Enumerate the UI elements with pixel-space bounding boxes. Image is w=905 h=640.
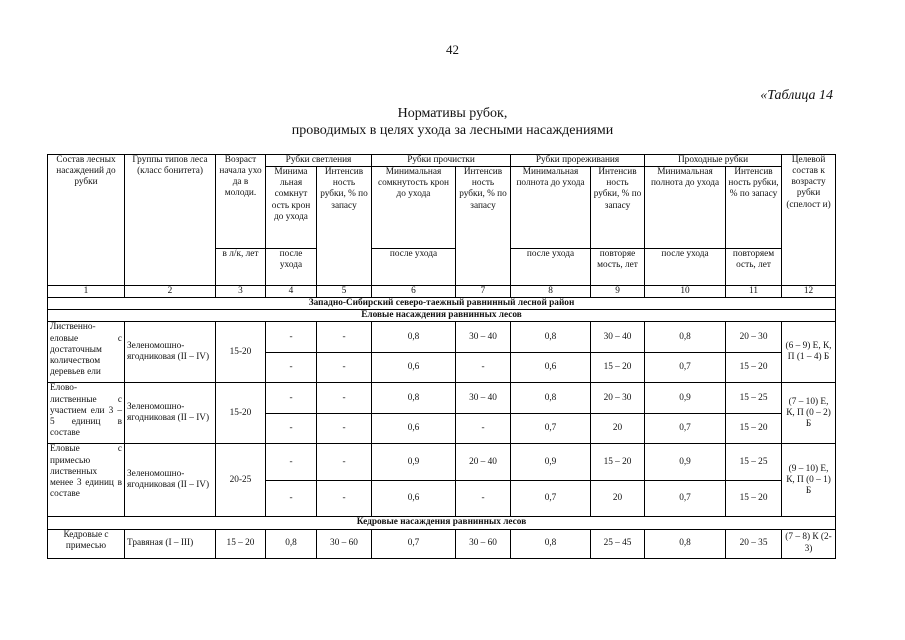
value-cell: 0,8: [511, 322, 591, 353]
forest-type-cell: Травяная (I – III): [125, 529, 216, 558]
header-group-cleaning: Рубки прочистки: [372, 155, 511, 167]
page-number: 42: [446, 42, 459, 57]
section-heading-cedar: Кедровые насаждения равнинных лесов: [48, 517, 836, 529]
header-col10: Минимальная полнота до ухода: [645, 167, 726, 249]
target-cell: (6 – 9) Е, К, П (1 – 4) Б: [782, 322, 836, 383]
value-cell: -: [266, 322, 317, 353]
forest-type-cell: Зеленомошно-ягодниковая (II – IV): [125, 383, 216, 444]
header-target: Целевой состав к возрасту рубки (спелост и): [782, 155, 836, 286]
header-col7: Интенсив ность рубки, % по запасу: [456, 167, 511, 286]
value-cell: 20: [591, 480, 645, 517]
col-number: 11: [726, 286, 782, 298]
value-cell: -: [317, 352, 372, 383]
title-line-1: Нормативы рубок,: [397, 106, 508, 121]
value-cell: 15 – 20: [591, 352, 645, 383]
header-col11-sub: повторяем ость, лет: [726, 249, 782, 286]
col-number: 8: [511, 286, 591, 298]
age-cell: 15 – 20: [216, 529, 266, 558]
header-col5: Интенсив ность рубки, % по запасу: [317, 167, 372, 286]
value-cell: -: [266, 383, 317, 414]
target-cell: (7 – 8) К (2-3): [782, 529, 836, 558]
value-cell: 15 – 20: [726, 480, 782, 517]
col-number: 7: [456, 286, 511, 298]
value-cell: 30 – 60: [317, 529, 372, 558]
region-heading: Западно-Сибирский северо-таежный равнинный лесной район: [48, 298, 836, 310]
norms-table: [47, 154, 836, 559]
value-cell: -: [266, 413, 317, 444]
header-col4: Минима льная сомкнут ость крон до ухода: [266, 167, 317, 249]
age-cell: 20-25: [216, 444, 266, 517]
header-group-clearing: Рубки светления: [266, 155, 372, 167]
value-cell: -: [456, 352, 511, 383]
value-cell: 0,7: [511, 480, 591, 517]
table-row: [48, 322, 836, 353]
value-cell: 0,7: [372, 529, 456, 558]
value-cell: 0,7: [645, 480, 726, 517]
value-cell: 0,8: [511, 383, 591, 414]
value-cell: 30 – 60: [456, 529, 511, 558]
column-number-row: [48, 286, 836, 298]
value-cell: -: [317, 322, 372, 353]
value-cell: -: [456, 480, 511, 517]
value-cell: -: [456, 413, 511, 444]
value-cell: 0,6: [372, 480, 456, 517]
header-col9-sub: повторяе мость, лет: [591, 249, 645, 286]
value-cell: 25 – 45: [591, 529, 645, 558]
col-number: 2: [125, 286, 216, 298]
forest-type-cell: Зеленомошно-ягодниковая (II – IV): [125, 444, 216, 517]
value-cell: 0,7: [511, 413, 591, 444]
col-number: 5: [317, 286, 372, 298]
value-cell: 0,8: [511, 529, 591, 558]
forest-type-cell: Зеленомошно-ягодниковая (II – IV): [125, 322, 216, 383]
composition-cell: Еловые с примесью лиственных менее 3 единиц в составе: [48, 444, 125, 517]
header-col8-sub: после ухода: [511, 249, 591, 286]
value-cell: 0,7: [645, 413, 726, 444]
value-cell: -: [317, 413, 372, 444]
table-row: [48, 444, 836, 481]
value-cell: 15 – 25: [726, 383, 782, 414]
value-cell: 0,6: [372, 352, 456, 383]
table-label: «Таблица 14: [760, 88, 833, 103]
col-number: 10: [645, 286, 726, 298]
age-cell: 15-20: [216, 383, 266, 444]
value-cell: 15 – 25: [726, 444, 782, 481]
col-number: 4: [266, 286, 317, 298]
col-number: 1: [48, 286, 125, 298]
header-col8: Минимальная полнота до ухода: [511, 167, 591, 249]
col-number: 12: [782, 286, 836, 298]
value-cell: -: [317, 444, 372, 481]
header-col4-sub: после ухода: [266, 249, 317, 286]
header-forest-type: Группы типов леса (класс бонитета): [125, 155, 216, 286]
target-cell: (9 – 10) Е, К, П (0 – 1) Б: [782, 444, 836, 517]
composition-cell: Кедровые с примесью: [48, 529, 125, 558]
value-cell: 0,8: [372, 322, 456, 353]
value-cell: 20 – 30: [591, 383, 645, 414]
header-col3-sub: в л/к, лет: [216, 249, 266, 286]
value-cell: 15 – 20: [726, 352, 782, 383]
value-cell: 0,9: [645, 444, 726, 481]
value-cell: 15 – 20: [726, 413, 782, 444]
value-cell: 20: [591, 413, 645, 444]
value-cell: 15 – 20: [591, 444, 645, 481]
table-row: [48, 529, 836, 558]
age-cell: 15-20: [216, 322, 266, 383]
value-cell: 0,6: [511, 352, 591, 383]
value-cell: 0,8: [372, 383, 456, 414]
value-cell: -: [266, 444, 317, 481]
value-cell: 20 – 35: [726, 529, 782, 558]
header-row-1: [48, 155, 836, 167]
header-group-passing: Проходные рубки: [645, 155, 782, 167]
header-col9: Интенсив ность рубки, % по запасу: [591, 167, 645, 249]
composition-cell: Лиственно-еловые с достаточным количеством деревьев ели: [48, 322, 125, 383]
value-cell: 0,7: [645, 352, 726, 383]
value-cell: 30 – 40: [591, 322, 645, 353]
composition-cell: Елово-лиственные с участием ели 3 – 5 единиц в составе: [48, 383, 125, 444]
value-cell: 20 – 30: [726, 322, 782, 353]
section-heading-spruce: Еловые насаждения равнинных лесов: [48, 310, 836, 322]
title-line-2: проводимых в целях ухода за лесными насаждениями: [291, 123, 614, 138]
value-cell: 30 – 40: [456, 383, 511, 414]
value-cell: 0,8: [645, 529, 726, 558]
value-cell: -: [317, 480, 372, 517]
value-cell: -: [266, 352, 317, 383]
col-number: 6: [372, 286, 456, 298]
header-composition: Состав лесных насаждений до рубки: [48, 155, 125, 286]
value-cell: 30 – 40: [456, 322, 511, 353]
header-col11: Интенсив ность рубки, % по запасу: [726, 167, 782, 249]
value-cell: 0,9: [372, 444, 456, 481]
target-cell: (7 – 10) Е, К, П (0 – 2) Б: [782, 383, 836, 444]
value-cell: 0,6: [372, 413, 456, 444]
header-age: Возраст начала ухо да в молоди.: [216, 155, 266, 249]
value-cell: 20 – 40: [456, 444, 511, 481]
table-row: [48, 383, 836, 414]
value-cell: 0,8: [645, 322, 726, 353]
value-cell: 0,9: [645, 383, 726, 414]
value-cell: -: [317, 383, 372, 414]
value-cell: 0,9: [511, 444, 591, 481]
value-cell: -: [266, 480, 317, 517]
header-col6: Минимальная сомкнутость крон до ухода: [372, 167, 456, 249]
col-number: 3: [216, 286, 266, 298]
header-group-thinning: Рубки прореживания: [511, 155, 645, 167]
value-cell: 0,8: [266, 529, 317, 558]
col-number: 9: [591, 286, 645, 298]
header-col10-sub: после ухода: [645, 249, 726, 286]
header-col6-sub: после ухода: [372, 249, 456, 286]
